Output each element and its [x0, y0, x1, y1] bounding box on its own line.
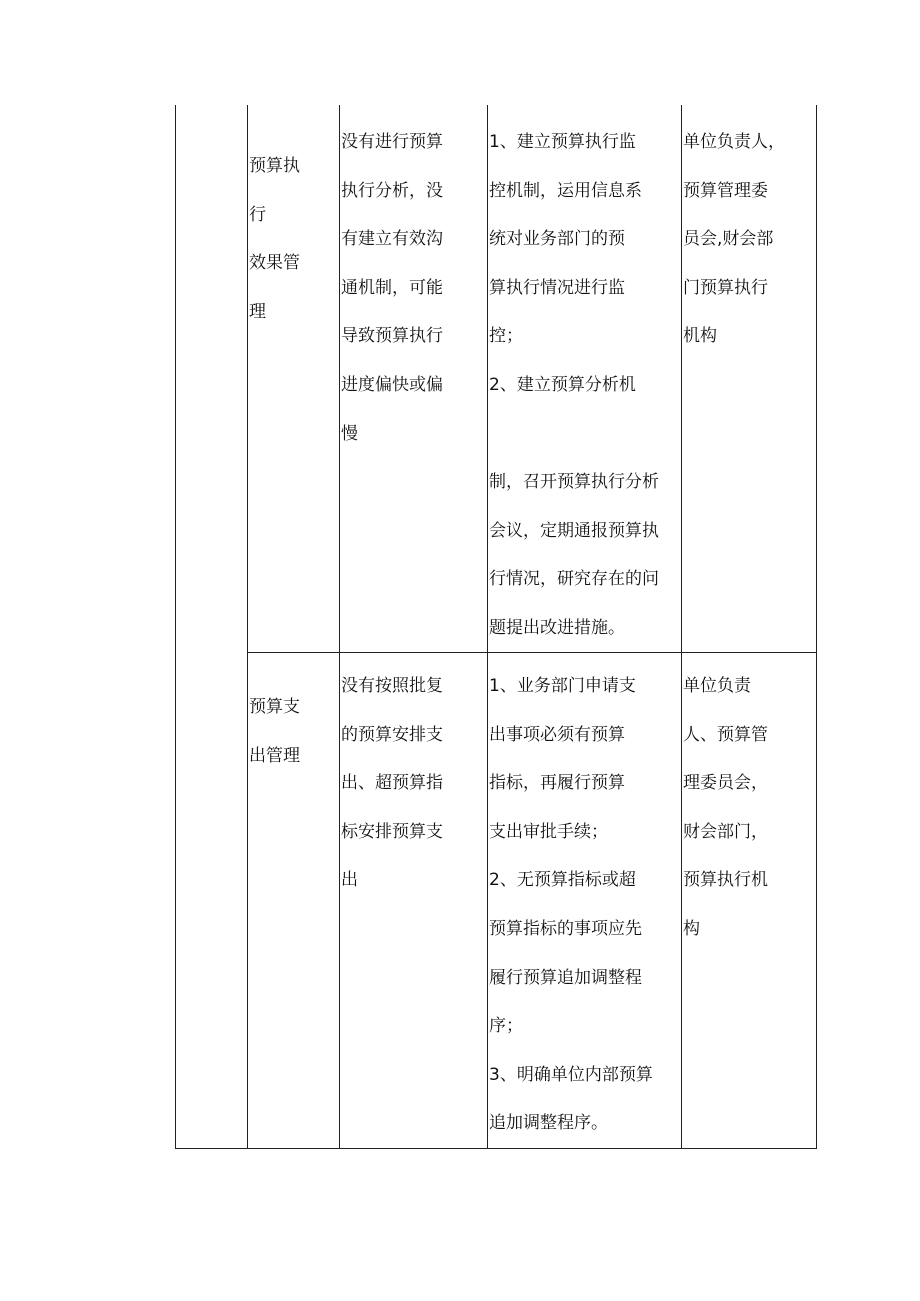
cell-line: 理委员会， — [683, 773, 768, 794]
row-2-measures-cell — [489, 662, 653, 1148]
row-2-item-cell — [249, 683, 300, 780]
row-2-risk-cell — [341, 662, 443, 905]
cell-line: 理 — [249, 301, 266, 322]
cell-line: 预算管理委 — [683, 180, 768, 201]
column-divider-risk — [339, 105, 340, 1149]
table-border-left — [175, 105, 176, 1149]
row-1-risk-cell — [341, 118, 443, 458]
cell-line: 标安排预算支 — [341, 821, 443, 842]
cell-line: 门预算执行 — [683, 277, 768, 298]
row-2-responsible-cell — [683, 662, 768, 954]
cell-line: 人、预算管 — [683, 724, 768, 745]
column-divider-responsible — [681, 105, 682, 1149]
cell-line: 构 — [683, 918, 700, 939]
cell-line — [489, 410, 659, 459]
cell-line: 预算执行机 — [683, 870, 768, 891]
cell-line: 没有进行预算 — [341, 132, 443, 152]
table-border-bottom — [175, 1148, 817, 1149]
cell-line: 题提出改进措施。 — [489, 617, 625, 638]
cell-line: 员会,财会部 — [683, 229, 774, 250]
cell-line: 3、明确单位内部预算 — [489, 1064, 653, 1085]
cell-line: 行 — [249, 204, 266, 225]
cell-line: 预算指标的事项应先 — [489, 918, 642, 939]
cell-line: 指标，再履行预算 — [489, 773, 625, 794]
cell-line: 控； — [489, 326, 523, 347]
column-divider-item — [247, 105, 248, 1149]
cell-line: 慢 — [341, 423, 358, 444]
cell-line: 进度偏快或偏 — [341, 374, 443, 395]
cell-line: 通机制，可能 — [341, 277, 443, 298]
column-divider-measures — [487, 105, 488, 1149]
cell-line: 1、业务部门申请支 — [489, 676, 636, 696]
cell-line: 出事项必须有预算 — [489, 724, 625, 745]
cell-line: 序； — [489, 1016, 523, 1037]
cell-line: 履行预算追加调整程 — [489, 967, 642, 988]
cell-line: 执行分析，没 — [341, 180, 443, 201]
cell-line: 预算支 — [249, 697, 300, 717]
cell-line: 控机制，运用信息系 — [489, 180, 642, 201]
cell-line: 会议，定期通报预算执 — [489, 520, 659, 541]
row-1-item-cell — [249, 142, 300, 336]
cell-line: 单位负责 — [683, 676, 751, 696]
cell-line: 统对业务部门的预 — [489, 229, 625, 250]
cell-line: 行情况，研究存在的问 — [489, 569, 659, 590]
cell-line: 算执行情况进行监 — [489, 277, 625, 298]
cell-line: 单位负责人， — [683, 132, 785, 152]
cell-line: 的预算安排支 — [341, 724, 443, 745]
cell-line: 机构 — [683, 326, 717, 347]
cell-line: 1、建立预算执行监 — [489, 132, 636, 152]
cell-line: 效果管 — [249, 253, 300, 274]
cell-line: 财会部门， — [683, 821, 768, 842]
table-border-right — [816, 105, 817, 1149]
cell-line: 没有按照批复 — [341, 676, 443, 696]
cell-line: 有建立有效沟 — [341, 229, 443, 250]
cell-line: 追加调整程序。 — [489, 1113, 608, 1134]
cell-line: 预算执 — [249, 156, 300, 176]
row-1-measures-cell — [489, 118, 659, 653]
cell-line: 2、无预算指标或超 — [489, 870, 636, 891]
cell-line: 2、建立预算分析机 — [489, 374, 636, 395]
cell-line: 出管理 — [249, 745, 300, 766]
cell-line: 出、超预算指 — [341, 773, 443, 794]
row-1-responsible-cell — [683, 118, 785, 361]
cell-line: 制，召开预算执行分析 — [489, 472, 659, 493]
cell-line: 出 — [341, 870, 358, 891]
cell-line: 导致预算执行 — [341, 326, 443, 347]
cell-line: 支出审批手续； — [489, 821, 608, 842]
